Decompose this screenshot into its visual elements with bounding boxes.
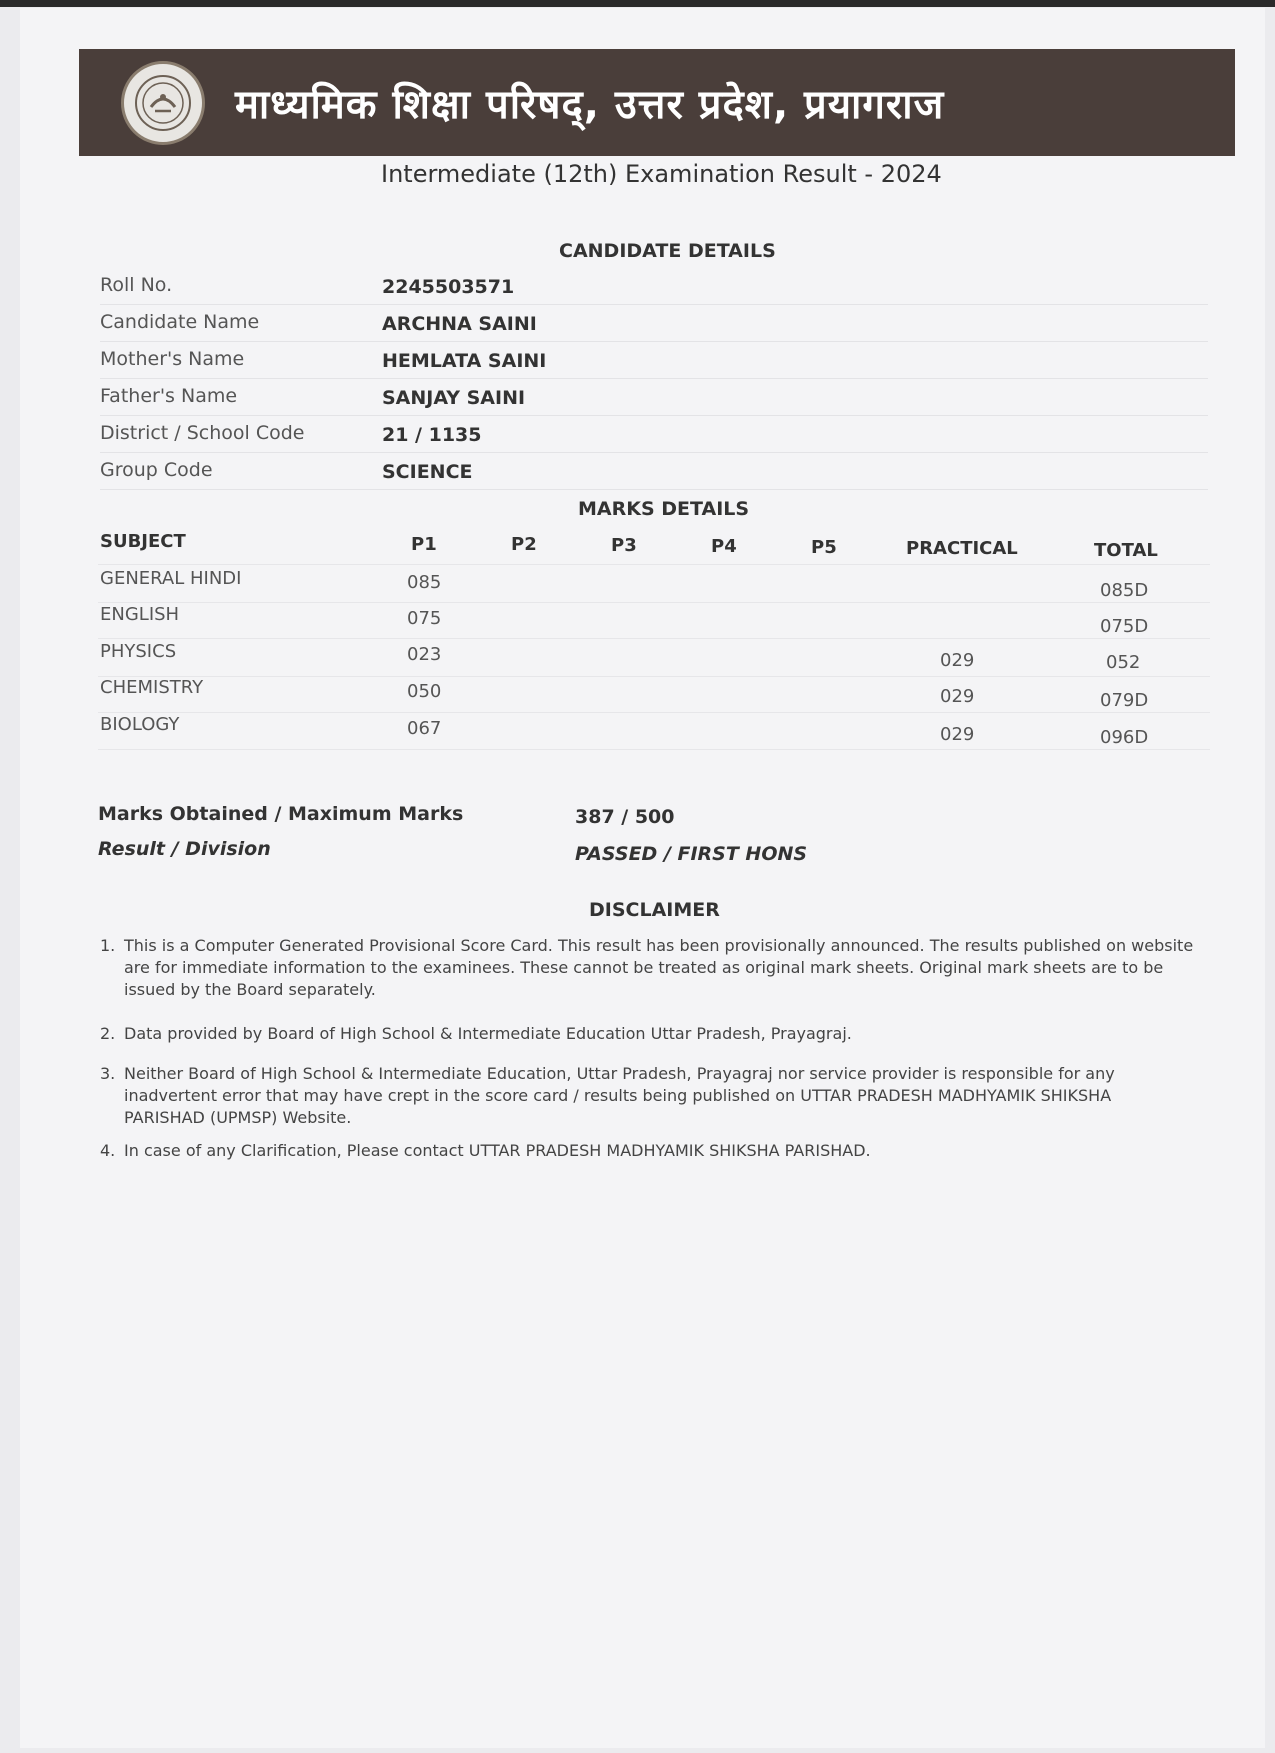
marks-obtained-label: Marks Obtained / Maximum Marks [98,803,464,825]
disclaimer-text: Neither Board of High School & Intermediate Education, Uttar Pradesh, Prayagraj nor service provider is responsible for any inadvertent error that may have crept in the score card / results being published on UTTAR PRADESH MADHYAMIK SHIKSHA PARISHAD (UPMSP) Website. [124,1064,1115,1127]
col-total: TOTAL [1094,540,1158,561]
table-row [98,713,1210,750]
col-practical: PRACTICAL [906,538,1018,559]
col-p5: P5 [811,537,837,558]
subject-cell: ENGLISH [100,604,180,625]
total-cell: 079D [1100,690,1149,711]
field-candidate-name [100,305,1208,342]
subject-cell: BIOLOGY [100,714,180,735]
exam-title: Intermediate (12th) Examination Result - 2024 [381,160,942,188]
disclaimer-number: 2. [100,1024,116,1043]
up-government-emblem-icon [121,61,205,145]
disclaimer-item [100,1063,1195,1129]
p1-cell: 075 [407,608,442,629]
marks-details-heading: MARKS DETAILS [578,498,750,520]
field-label: Roll No. [100,274,173,296]
p1-cell: 050 [407,681,442,702]
total-cell: 052 [1106,652,1141,673]
col-p3: P3 [611,535,637,556]
field-label: District / School Code [100,422,305,444]
col-subject: SUBJECT [100,531,186,552]
p1-cell: 067 [407,718,442,739]
marks-table-header [98,528,1210,565]
total-cell: 096D [1100,727,1149,748]
field-label: Group Code [100,459,213,481]
disclaimer-item [100,1023,1195,1045]
p1-cell: 023 [407,644,442,665]
disclaimer-number: 4. [100,1141,116,1160]
marks-obtained-value: 387 / 500 [575,806,675,828]
disclaimer-item [100,935,1195,1001]
board-banner [79,49,1235,156]
field-label: Candidate Name [100,311,260,333]
scan-edge [0,0,1275,7]
subject-cell: PHYSICS [100,641,177,662]
col-p2: P2 [511,534,537,555]
result-division-label: Result / Division [98,838,271,860]
col-p4: P4 [711,536,737,557]
total-cell: 075D [1100,616,1149,637]
practical-cell: 029 [940,650,975,671]
disclaimer-text: In case of any Clarification, Please contact UTTAR PRADESH MADHYAMIK SHIKSHA PARISHAD. [124,1141,871,1160]
table-row [98,602,1210,639]
field-fathers-name [100,379,1208,416]
col-p1: P1 [411,534,437,555]
table-row [98,676,1210,713]
subject-cell: GENERAL HINDI [100,568,242,589]
field-label: Father's Name [100,385,238,407]
field-value: ARCHNA SAINI [382,313,537,335]
total-cell: 085D [1100,580,1149,601]
candidate-details-heading: CANDIDATE DETAILS [559,240,776,262]
field-label: Mother's Name [100,348,245,370]
field-roll-no [100,268,1208,305]
disclaimer-heading: DISCLAIMER [589,899,720,921]
field-value: 2245503571 [382,276,515,298]
disclaimer-item [100,1140,1195,1162]
board-title: माध्यमिक शिक्षा परिषद्, उत्तर प्रदेश, प्रयागराज [235,82,945,128]
result-division-value: PASSED / FIRST HONS [575,843,808,865]
table-row [98,640,1210,677]
field-district-school-code [100,416,1208,453]
disclaimer-number: 3. [100,1064,116,1083]
p1-cell: 085 [407,572,442,593]
field-mothers-name [100,342,1208,379]
field-group-code [100,453,1208,490]
table-row [98,566,1210,603]
practical-cell: 029 [940,724,975,745]
disclaimer-text: This is a Computer Generated Provisional Score Card. This result has been provisionally announced. The results published on website are for immediate information to the examinees. These cannot be treated as original mark sheets. Original mark sheets are to be issued by the Board separately. [124,936,1194,999]
field-value: HEMLATA SAINI [382,350,547,372]
subject-cell: CHEMISTRY [100,677,204,698]
field-value: SCIENCE [382,461,473,483]
practical-cell: 029 [940,686,975,707]
disclaimer-text: Data provided by Board of High School & Intermediate Education Uttar Pradesh, Prayagraj. [124,1024,852,1043]
field-value: 21 / 1135 [382,424,482,446]
disclaimer-number: 1. [100,936,116,955]
field-value: SANJAY SAINI [382,387,526,409]
